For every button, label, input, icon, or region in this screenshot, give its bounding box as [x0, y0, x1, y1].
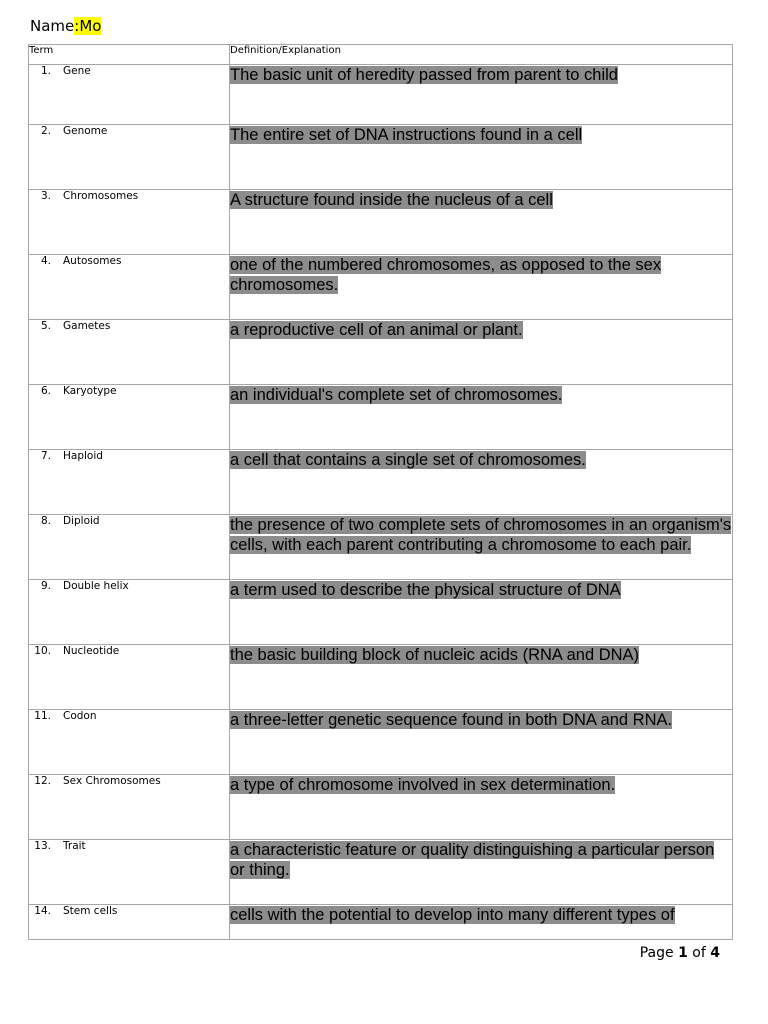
term-cell — [29, 255, 230, 320]
term-cell — [29, 840, 230, 905]
definition-text: one of the numbered chromosomes, as opposed to the sex chromosomes. — [230, 256, 662, 294]
term-label: Karyotype — [63, 385, 117, 397]
definition-cell[interactable] — [230, 515, 733, 580]
term-number: 13. — [34, 840, 51, 852]
term-label: Haploid — [63, 450, 103, 462]
definition-cell[interactable] — [230, 775, 733, 840]
table-row — [29, 450, 733, 515]
term-number: 14. — [34, 905, 51, 917]
definition-cell[interactable] — [230, 840, 733, 905]
definition-text: a three-letter genetic sequence found in both DNA and RNA. — [230, 711, 673, 729]
term-cell — [29, 515, 230, 580]
term-label: Stem cells — [63, 905, 118, 917]
table-row — [29, 320, 733, 385]
table-row — [29, 255, 733, 320]
page-number: Page 1 of 4 — [639, 945, 720, 961]
definition-text: a cell that contains a single set of chromosomes. — [230, 451, 586, 469]
term-label: Nucleotide — [63, 645, 120, 657]
term-number: 1. — [40, 65, 51, 77]
term-label: Double helix — [63, 580, 129, 592]
table-row — [29, 385, 733, 450]
name-value[interactable]: :Mo — [74, 17, 102, 35]
term-cell — [29, 385, 230, 450]
term-cell — [29, 905, 230, 940]
table-row — [29, 710, 733, 775]
term-number: 5. — [40, 320, 51, 332]
term-label: Autosomes — [63, 255, 122, 267]
definition-cell[interactable] — [230, 125, 733, 190]
column-header-term: Term — [29, 45, 230, 65]
term-number: 12. — [34, 775, 51, 787]
table-row — [29, 65, 733, 125]
term-cell — [29, 580, 230, 645]
term-label: Trait — [63, 840, 86, 852]
term-label: Gene — [63, 65, 91, 77]
name-label: Name — [30, 17, 75, 35]
table-row — [29, 580, 733, 645]
definition-cell[interactable] — [230, 905, 733, 940]
column-header-definition: Definition/Explanation — [230, 45, 733, 65]
table-header-row — [29, 45, 733, 65]
term-cell — [29, 645, 230, 710]
term-number: 7. — [40, 450, 51, 462]
definition-text: The basic unit of heredity passed from parent to child — [230, 66, 618, 84]
table-row — [29, 645, 733, 710]
term-cell — [29, 775, 230, 840]
term-number: 9. — [40, 580, 51, 592]
term-cell — [29, 65, 230, 125]
term-number: 10. — [34, 645, 51, 657]
term-number: 6. — [40, 385, 51, 397]
definition-cell[interactable] — [230, 385, 733, 450]
definition-text: a characteristic feature or quality distinguishing a particular person or thing. — [230, 841, 715, 879]
definition-cell[interactable] — [230, 710, 733, 775]
table-row — [29, 190, 733, 255]
definition-text: cells with the potential to develop into many different types of — [230, 906, 675, 924]
term-cell — [29, 320, 230, 385]
term-cell — [29, 710, 230, 775]
term-number: 3. — [40, 190, 51, 202]
table-row — [29, 515, 733, 580]
definition-text: a reproductive cell of an animal or plant. — [230, 321, 523, 339]
term-label: Codon — [63, 710, 97, 722]
definition-cell[interactable] — [230, 580, 733, 645]
term-label: Gametes — [63, 320, 111, 332]
term-number: 8. — [40, 515, 51, 527]
term-cell — [29, 450, 230, 515]
definition-cell[interactable] — [230, 450, 733, 515]
term-number: 4. — [40, 255, 51, 267]
table-row — [29, 775, 733, 840]
term-label: Genome — [63, 125, 108, 137]
table-row — [29, 125, 733, 190]
definition-text: a term used to describe the physical structure of DNA — [230, 581, 621, 599]
definition-cell[interactable] — [230, 190, 733, 255]
definition-text: The entire set of DNA instructions found in a cell — [230, 126, 583, 144]
name-line — [30, 16, 101, 36]
definition-text: the basic building block of nucleic acids (RNA and DNA) — [230, 646, 640, 664]
term-number: 11. — [34, 710, 51, 722]
definition-cell[interactable] — [230, 65, 733, 125]
definition-text: an individual's complete set of chromosomes. — [230, 386, 563, 404]
definition-cell[interactable] — [230, 645, 733, 710]
term-number: 2. — [40, 125, 51, 137]
term-cell — [29, 190, 230, 255]
term-label: Sex Chromosomes — [63, 775, 161, 787]
table-row — [29, 840, 733, 905]
terms-table — [28, 44, 733, 940]
definition-text: a type of chromosome involved in sex determination. — [230, 776, 616, 794]
definition-cell[interactable] — [230, 320, 733, 385]
term-cell — [29, 125, 230, 190]
definition-text: A structure found inside the nucleus of a cell — [230, 191, 553, 209]
definition-text: the presence of two complete sets of chromosomes in an organism's cells, with each parent contributing a chromosome to each pair. — [230, 516, 732, 554]
table-row — [29, 905, 733, 940]
term-label: Chromosomes — [63, 190, 139, 202]
definition-cell[interactable] — [230, 255, 733, 320]
term-label: Diploid — [63, 515, 100, 527]
